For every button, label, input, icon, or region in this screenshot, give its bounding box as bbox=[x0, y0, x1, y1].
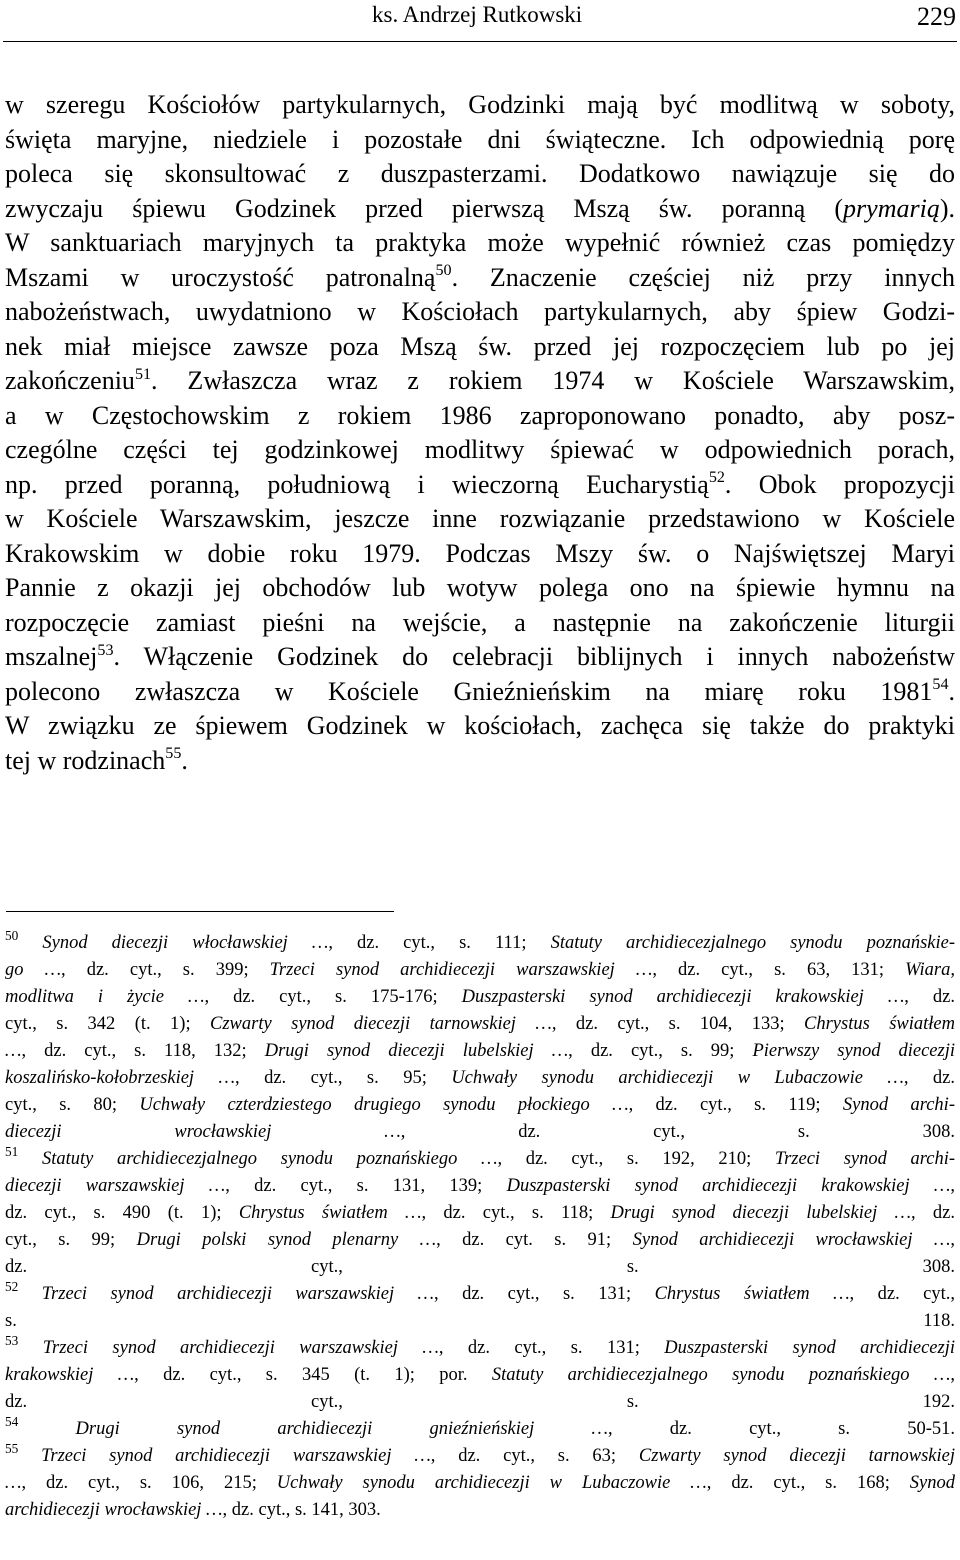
footnote-ref: 52 bbox=[708, 469, 725, 487]
text-run: tej w rodzinach bbox=[5, 745, 166, 775]
footnote-ref: 52 bbox=[5, 1279, 19, 1295]
text-run: . Włączenie Godzinek do celebracji biblijnych i innych nabożeństw bbox=[113, 642, 955, 671]
text-run: cyt., s. 99; bbox=[5, 1230, 137, 1250]
italic-title: koszalińsko-kołobrzeskiej … bbox=[5, 1068, 235, 1088]
body-line bbox=[5, 399, 955, 434]
body-line bbox=[5, 468, 955, 503]
footnote-ref: 50 bbox=[435, 262, 452, 280]
text-run: . Znaczenie częściej niż przy innych bbox=[451, 262, 956, 292]
footnote-ref: 54 bbox=[932, 676, 949, 694]
footnote-ref: 53 bbox=[5, 1333, 19, 1349]
italic-title: Trzeci synod archidiecezji warszawskiej … bbox=[41, 1284, 435, 1304]
text-run: Mszami w uroczystość patronalną bbox=[5, 262, 436, 292]
footnote-line bbox=[5, 1389, 955, 1416]
footnote-line bbox=[5, 1470, 955, 1497]
footnote-line bbox=[5, 1308, 955, 1335]
italic-title: Synod archi- bbox=[842, 1095, 955, 1115]
text-run: , dz. cyt., s. 131; bbox=[434, 1284, 655, 1304]
text-run: dz. cyt., s. 490 (t. 1); bbox=[5, 1203, 239, 1223]
text-run: , dz. bbox=[903, 1068, 955, 1088]
text-run: W sanktuariach maryjnych ta praktyka może wypełnić również czas pomiędzy bbox=[5, 228, 955, 257]
italic-title: Statuty archidiecezjalnego synodu poznańskie- bbox=[550, 933, 955, 953]
footnote-ref: 51 bbox=[134, 365, 152, 383]
italic-title: Drugi synod diecezji lubelskiej … bbox=[264, 1041, 569, 1061]
text-run: , dz. cyt., s. 141, 303. bbox=[222, 1500, 381, 1520]
italic-title: Chrystus światłem … bbox=[654, 1284, 850, 1304]
italic-title: Drugi synod archidiecezji gnieźnieńskiej … bbox=[75, 1419, 608, 1439]
text-run: Pannie z okazji jej obchodów lub wotyw polega ono na śpiewie hymnu na bbox=[5, 573, 955, 602]
italic-title: Duszpasterski synod archidiecezji krakowskiej … bbox=[506, 1176, 951, 1196]
italic-title: Chrystus światłem … bbox=[238, 1203, 422, 1223]
text-run: czególne części tej godzinkowej modlitwy śpiewać w odpowiednich porach, bbox=[5, 435, 955, 464]
body-line bbox=[5, 744, 955, 779]
italic-title: Synod archidiecezji wrocławskiej … bbox=[632, 1230, 951, 1250]
text-run: a w Częstochowskim z rokiem 1986 zaproponowano ponadto, aby posz- bbox=[5, 400, 955, 430]
italic-title: Synod bbox=[909, 1473, 956, 1493]
italic-title: … bbox=[5, 1041, 22, 1061]
body-line bbox=[5, 123, 955, 158]
text-run: , dz. cyt., s. 131, 139; bbox=[225, 1176, 507, 1196]
body-line bbox=[5, 571, 955, 606]
text-run: nabożeństwach, uwydatniono w Kościołach partykularnych, aby śpiew Godzi- bbox=[5, 297, 955, 326]
italic-title: … bbox=[5, 1473, 22, 1493]
footnote-line bbox=[5, 1281, 955, 1308]
footnote-ref: 54 bbox=[5, 1414, 19, 1430]
text-run bbox=[18, 1446, 41, 1466]
text-run: mszalnej bbox=[5, 642, 98, 671]
italic-title: Uchwały synodu archidiecezji w Lubaczowie … bbox=[451, 1068, 904, 1088]
running-header bbox=[0, 0, 960, 44]
body-line bbox=[5, 640, 955, 675]
italic-title: Drugi polski synod plenarny … bbox=[136, 1230, 437, 1250]
italic-title: Duszpasterski synod archidiecezji bbox=[664, 1338, 955, 1358]
body-line bbox=[5, 606, 955, 641]
running-head-author: ks. Andrzej Rutkowski bbox=[372, 2, 583, 27]
footnote-line bbox=[5, 1038, 955, 1065]
text-run: , dz. cyt., s. 104, 133; bbox=[551, 1014, 805, 1034]
italic-title: Duszpasterski synod archidiecezji krakowskiej … bbox=[461, 987, 905, 1007]
italic-title: diecezji warszawskiej … bbox=[5, 1176, 226, 1196]
text-run: , dz. cyt., s. 399; bbox=[61, 960, 270, 980]
body-line bbox=[5, 364, 955, 399]
text-run: Krakowskim w dobie roku 1979. Podczas Mszy św. o Najświętszej Maryi bbox=[5, 538, 955, 568]
footnote-ref: 55 bbox=[5, 1441, 19, 1457]
text-run: , dz. cyt., s. 99; bbox=[568, 1041, 753, 1061]
text-run: nek miał miejsce zawsze poza Mszą św. przed jej rozpoczęciem lub po jej bbox=[5, 331, 955, 361]
text-run: . Obok propozycji bbox=[724, 469, 955, 499]
footnote-line bbox=[5, 1335, 955, 1362]
page-number: 229 bbox=[917, 2, 956, 31]
italic-title: Czwarty synod diecezji tarnowskiej … bbox=[210, 1014, 552, 1034]
text-run: , dz. cyt., s. 118; bbox=[421, 1203, 611, 1223]
header-rule bbox=[3, 41, 957, 42]
footnote-line bbox=[5, 1146, 955, 1173]
text-run: zakończeniu bbox=[5, 366, 135, 395]
footnote-line bbox=[5, 1119, 955, 1146]
italic-title: Statuty archidiecezjalnego synodu poznańskiego … bbox=[491, 1365, 951, 1385]
footnote-line bbox=[5, 957, 955, 984]
footnote-line bbox=[5, 1416, 955, 1443]
footnote-line bbox=[5, 930, 955, 957]
footnotes bbox=[5, 930, 955, 1524]
text-run: , dz. cyt., s. 119; bbox=[628, 1095, 843, 1115]
body-line bbox=[5, 330, 955, 365]
text-run: , dz. cyt., s. 131; bbox=[438, 1338, 665, 1358]
text-run: w szeregu Kościołów partykularnych, Godzinki mają być modlitwą w soboty, bbox=[5, 90, 955, 119]
footnote-line bbox=[5, 1443, 955, 1470]
footnote-line bbox=[5, 1092, 955, 1119]
footnote-line bbox=[5, 1362, 955, 1389]
footnote-line bbox=[5, 1011, 955, 1038]
footnote-line bbox=[5, 984, 955, 1011]
footnote-ref: 51 bbox=[5, 1144, 19, 1160]
italic-title: Trzeci synod archidiecezji warszawskiej … bbox=[269, 960, 653, 980]
text-run: . Zwłaszcza wraz z rokiem 1974 w Kościele Warszawskim, bbox=[151, 366, 955, 395]
text-run: , dz. cyt., s. 168; bbox=[706, 1473, 910, 1493]
text-run bbox=[18, 1419, 75, 1439]
footnote-ref: 55 bbox=[165, 745, 182, 763]
italic-title: Chrystus światłem bbox=[804, 1014, 956, 1034]
text-run: , dz. cyt., s. 111; bbox=[328, 933, 551, 953]
text-run: zwyczaju śpiewu Godzinek przed pierwszą Mszą św. poranną ( bbox=[5, 193, 844, 223]
italic-title: go … bbox=[5, 960, 62, 980]
body-line bbox=[5, 261, 955, 296]
footnote-line bbox=[5, 1227, 955, 1254]
text-run: , dz. bbox=[904, 987, 955, 1007]
italic-title: archidiecezji wrocławskiej … bbox=[5, 1500, 223, 1520]
italic-title: Czwarty synod diecezji tarnowskiej bbox=[638, 1446, 956, 1466]
text-run: polecono zwłaszcza w Kościele Gnieźnieńskim na miarę roku 1981 bbox=[5, 676, 933, 706]
text-run: rozpoczęcie zamiast pieśni na wejście, a następnie na zakończenie liturgii bbox=[5, 607, 955, 637]
footnote-line bbox=[5, 1173, 955, 1200]
body-line bbox=[5, 88, 955, 123]
text-run: , dz. cyt., s. 345 (t. 1); por. bbox=[134, 1365, 492, 1385]
text-run: poleca się skonsultować z duszpasterzami. Dodatkowo nawiązuje się do bbox=[5, 159, 955, 188]
text-run: dz. cyt., s. 192. bbox=[5, 1392, 955, 1412]
text-run: dz. cyt., s. 308. bbox=[5, 1257, 955, 1277]
text-run: . bbox=[948, 676, 955, 706]
text-run: , dz. cyt. s. 91; bbox=[436, 1230, 633, 1250]
italic-title: Wiara, bbox=[905, 960, 956, 980]
italic-title: Drugi synod diecezji lubelskiej … bbox=[610, 1203, 911, 1223]
main-text bbox=[5, 88, 955, 778]
text-run: , dz. cyt., bbox=[849, 1284, 956, 1304]
text-run: , bbox=[950, 1365, 955, 1385]
footnote-line bbox=[5, 1254, 955, 1281]
text-run: , dz. bbox=[910, 1203, 955, 1223]
footnote-line bbox=[5, 1200, 955, 1227]
text-run: , dz. cyt., s. 63, 131; bbox=[652, 960, 906, 980]
text-run: w Kościele Warszawskim, jeszcze inne rozwiązanie przedstawiono w Kościele bbox=[5, 504, 955, 533]
text-run bbox=[18, 933, 42, 953]
text-run: , dz. cyt., s. 118, 132; bbox=[21, 1041, 265, 1061]
footnote-line bbox=[5, 1065, 955, 1092]
italic-title: Pierwszy synod diecezji bbox=[752, 1041, 956, 1061]
text-run: , dz. cyt., s. 50-51. bbox=[607, 1419, 956, 1439]
body-line bbox=[5, 295, 955, 330]
body-line bbox=[5, 226, 955, 261]
body-line bbox=[5, 502, 955, 537]
text-run: cyt., s. 80; bbox=[5, 1095, 140, 1115]
text-run bbox=[18, 1149, 42, 1169]
italic-title: prymarią bbox=[843, 193, 940, 223]
italic-title: Trzeci synod archi- bbox=[774, 1149, 956, 1169]
italic-title: modlitwa i życie … bbox=[5, 987, 205, 1007]
footnote-separator bbox=[6, 911, 394, 912]
italic-title: Synod diecezji włocławskiej … bbox=[42, 933, 329, 953]
italic-title: Statuty archidiecezjalnego synodu poznańskiego … bbox=[41, 1149, 498, 1169]
text-run: , dz. cyt., s. 308. bbox=[400, 1122, 956, 1142]
text-run: . bbox=[181, 745, 188, 775]
text-run: święta maryjne, niedziele i pozostałe dni świąteczne. Ich odpowiednią porę bbox=[5, 124, 955, 154]
text-run: , dz. cyt., s. 63; bbox=[430, 1446, 639, 1466]
text-run: , dz. cyt., s. 95; bbox=[234, 1068, 452, 1088]
text-run: , dz. cyt., s. 175-176; bbox=[204, 987, 462, 1007]
italic-title: krakowskiej … bbox=[5, 1365, 135, 1385]
footnote-ref: 53 bbox=[97, 641, 114, 659]
italic-title: Trzeci synod archidiecezji warszawskiej … bbox=[42, 1338, 439, 1358]
text-run bbox=[18, 1338, 42, 1358]
body-line bbox=[5, 192, 955, 227]
body-line bbox=[5, 675, 955, 710]
italic-title: Uchwały czterdziestego drugiego synodu płockiego … bbox=[139, 1095, 629, 1115]
text-run: cyt., s. 342 (t. 1); bbox=[5, 1014, 211, 1034]
footnote-ref: 50 bbox=[5, 928, 19, 944]
body-line bbox=[5, 537, 955, 572]
footnote-line bbox=[5, 1497, 955, 1524]
text-run: W związku ze śpiewem Godzinek w kościołach, zachęca się także do praktyki bbox=[5, 711, 955, 740]
body-line bbox=[5, 433, 955, 468]
italic-title: diecezji wrocławskiej … bbox=[5, 1122, 401, 1142]
text-run: np. przed poranną, południową i wieczorną Eucharystią bbox=[5, 469, 709, 499]
text-run: , bbox=[950, 1230, 955, 1250]
text-run: s. 118. bbox=[5, 1311, 955, 1331]
text-run: ). bbox=[939, 193, 955, 223]
text-run: , bbox=[950, 1176, 955, 1196]
italic-title: Trzeci synod archidiecezji warszawskiej … bbox=[41, 1446, 431, 1466]
italic-title: Uchwały synodu archidiecezji w Lubaczowie … bbox=[276, 1473, 707, 1493]
text-run: , dz. cyt., s. 192, 210; bbox=[497, 1149, 775, 1169]
text-run bbox=[18, 1284, 41, 1304]
text-run: , dz. cyt., s. 106, 215; bbox=[21, 1473, 277, 1493]
body-line bbox=[5, 709, 955, 744]
body-line bbox=[5, 157, 955, 192]
